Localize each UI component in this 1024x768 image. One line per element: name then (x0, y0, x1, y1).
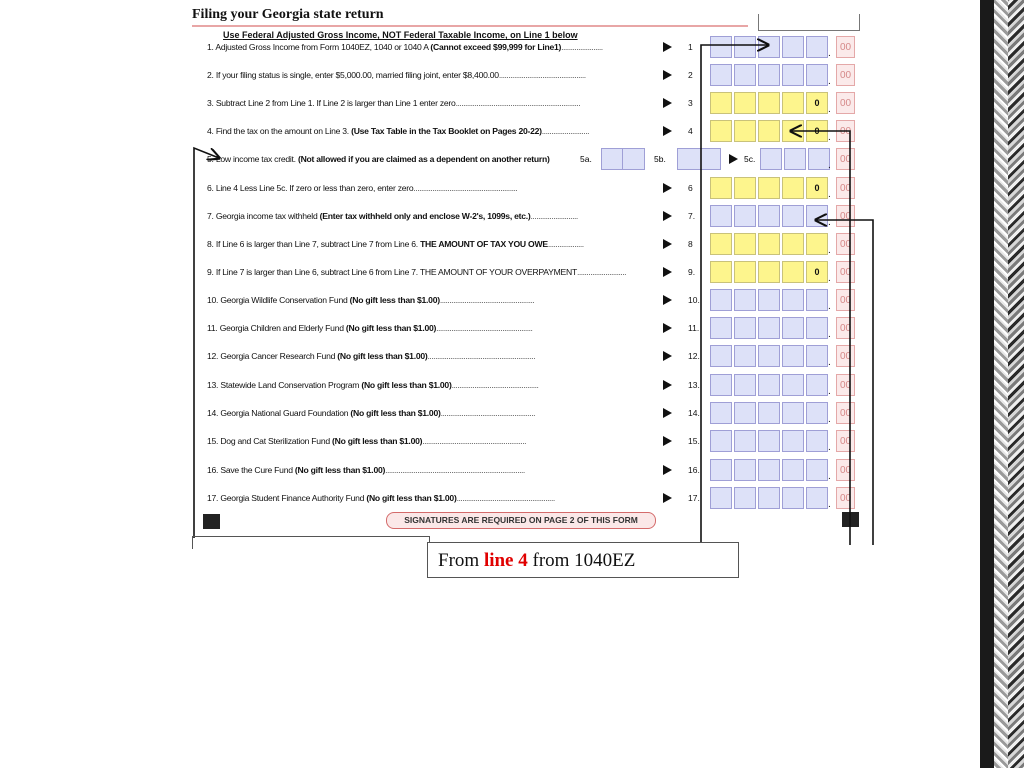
line-description (207, 177, 517, 199)
amount-digit-cell[interactable] (782, 430, 804, 452)
line-number: 13. (207, 380, 219, 390)
line-5a-label: 5a. (580, 154, 592, 164)
callout-highlight: line 4 (483, 550, 528, 571)
line-number: 2. (207, 70, 214, 80)
amount-digit-cell[interactable] (806, 345, 828, 367)
amount-cells (710, 459, 830, 481)
form-line-16 (188, 459, 878, 481)
amount-digit-cell[interactable] (758, 317, 780, 339)
leader-dots: .................................................. (439, 295, 535, 305)
arrow-marker-icon (663, 380, 672, 390)
amount-digit-cell[interactable] (782, 205, 804, 227)
arrow-marker-icon (663, 408, 672, 418)
line-bold-text: (No gift less than $1.00) (294, 465, 386, 475)
amount-digit-cell[interactable] (758, 205, 780, 227)
decimal-point: . (828, 48, 831, 59)
amount-cells (710, 289, 830, 311)
line-description (207, 289, 534, 311)
line-text: If Line 6 is larger than Line 7, subtract Line 7 from Line 6. (215, 239, 421, 249)
line-text: Find the tax on the amount on Line 3. (215, 126, 352, 136)
form-line-3 (188, 92, 878, 114)
decimal-point: . (828, 499, 831, 510)
cents-field: 00 (836, 233, 855, 255)
callout-suffix: from 1040EZ (527, 550, 636, 571)
amount-digit-cell[interactable] (806, 459, 828, 481)
line-text: Georgia Children and Elderly Fund (219, 323, 346, 333)
line-number-box-label: 15. (688, 436, 700, 446)
amount-digit-cell[interactable] (734, 64, 756, 86)
cents-field: 00 (836, 64, 855, 86)
amount-digit-cell[interactable] (710, 36, 732, 58)
amount-digit-cell[interactable] (734, 177, 756, 199)
amount-digit-cell[interactable] (734, 36, 756, 58)
amount-digit-cell[interactable] (734, 402, 756, 424)
line-description (207, 374, 538, 396)
amount-digit-cell[interactable] (806, 374, 828, 396)
decimal-point: . (828, 132, 831, 143)
amount-cells (710, 177, 830, 199)
amount-digit-cell[interactable] (710, 317, 732, 339)
line-description (207, 148, 550, 170)
amount-digit-cell[interactable] (806, 317, 828, 339)
amount-digit-cell[interactable] (758, 289, 780, 311)
amount-digit-cell[interactable] (734, 261, 756, 283)
line-text: Line 4 Less Line 5c. If zero or less than zero, enter zero (215, 183, 414, 193)
line-number: 16. (207, 465, 219, 475)
amount-digit-cell[interactable] (806, 402, 828, 424)
form-title: Filing your Georgia state return (192, 7, 384, 22)
amount-digit-cell[interactable] (710, 487, 732, 509)
amount-cells (710, 120, 830, 142)
corner-marker-left (203, 514, 220, 529)
cents-field: 00 (836, 120, 855, 142)
amount-digit-cell[interactable] (808, 148, 830, 170)
decimal-point: . (828, 414, 831, 425)
line-number: 3. (207, 98, 214, 108)
cents-field: 00 (836, 487, 855, 509)
amount-digit-cell[interactable] (734, 459, 756, 481)
line-number-box-label: 17. (688, 493, 700, 503)
amount-digit-cell[interactable] (758, 261, 780, 283)
decimal-point: . (828, 217, 831, 228)
amount-digit-cell[interactable] (710, 205, 732, 227)
arrow-marker-icon (663, 493, 672, 503)
cents-field: 00 (836, 345, 855, 367)
line-number-box-label: 16. (688, 465, 700, 475)
amount-digit-cell[interactable] (782, 345, 804, 367)
leader-dots: ................... (547, 239, 584, 249)
amount-digit-cell[interactable] (734, 120, 756, 142)
arrow-marker-icon (663, 351, 672, 361)
arrow-marker-icon (663, 42, 672, 52)
line-text: Georgia income tax withheld (215, 211, 320, 221)
amount-digit-cell[interactable] (806, 487, 828, 509)
amount-digit-cell[interactable] (758, 430, 780, 452)
amount-digit-cell[interactable] (710, 402, 732, 424)
decimal-point: . (828, 189, 831, 200)
decimal-point: . (828, 104, 831, 115)
cents-field: 00 (836, 261, 855, 283)
decimal-point: . (828, 301, 831, 312)
amount-digit-cell[interactable] (782, 92, 804, 114)
line-text: Save the Cure Fund (220, 465, 295, 475)
amount-digit-cell[interactable] (806, 205, 828, 227)
line-text: Georgia Cancer Research Fund (220, 351, 338, 361)
line-number: 8. (207, 239, 214, 249)
line-description (207, 317, 532, 339)
amount-digit-cell[interactable] (734, 345, 756, 367)
form-line-1 (188, 36, 878, 58)
amount-digit-cell[interactable] (710, 233, 732, 255)
amount-digit-cell[interactable] (710, 430, 732, 452)
line-bold-text: (No gift less than $1.00) (350, 408, 441, 418)
cents-field: 00 (836, 177, 855, 199)
line-number-box-label: 8 (688, 239, 693, 249)
line-bold-text: (Enter tax withheld only and enclose W-2's, 1099s, etc.) (319, 211, 531, 221)
amount-cells (710, 261, 830, 283)
line-number-box-label: 13. (688, 380, 700, 390)
amount-digit-cell[interactable] (782, 36, 804, 58)
line-bold-text: (No gift less than $1.00) (345, 323, 437, 333)
cents-field: 00 (836, 374, 855, 396)
leader-dots: .................................................................. (455, 98, 581, 108)
amount-digit-cell[interactable] (758, 345, 780, 367)
amount-digit-cell[interactable] (734, 487, 756, 509)
amount-digit-cell[interactable] (782, 64, 804, 86)
line-description (207, 205, 578, 227)
leader-dots: ......................................................... (427, 351, 536, 361)
amount-digit-cell[interactable] (758, 64, 780, 86)
arrow-marker-icon (663, 70, 672, 80)
line-number: 6. (207, 183, 214, 193)
amount-digit-cell[interactable] (758, 459, 780, 481)
amount-digit-cell[interactable] (806, 233, 828, 255)
line-number: 1. (207, 42, 214, 52)
line-text: Subtract Line 2 from Line 1. If Line 2 is larger than Line 1 enter zero (215, 98, 456, 108)
line-text: Low income tax credit. (215, 154, 298, 164)
top-box (758, 14, 860, 31)
line-description (207, 64, 586, 86)
cents-field: 00 (836, 430, 855, 452)
amount-cells (710, 92, 830, 114)
amount-digit-cell[interactable]: 0 (806, 120, 828, 142)
signature-banner: SIGNATURES ARE REQUIRED ON PAGE 2 OF THIS FORM (386, 512, 656, 529)
line-number-box-label: 3 (688, 98, 693, 108)
line-number-box-label: 4 (688, 126, 693, 136)
leader-dots: ...................... (561, 42, 603, 52)
amount-digit-cell[interactable] (782, 487, 804, 509)
cents-field: 00 (836, 36, 855, 58)
line-description (207, 120, 589, 142)
line-description (207, 402, 535, 424)
decimal-point: . (828, 357, 831, 368)
form-line-4 (188, 120, 878, 142)
arrow-marker-icon (729, 154, 738, 164)
amount-digit-cell[interactable] (758, 177, 780, 199)
form-line-15 (188, 430, 878, 452)
amount-cells (710, 487, 830, 509)
bottom-left-box (192, 536, 430, 549)
line-description (207, 233, 584, 255)
amount-cells (710, 233, 830, 255)
form-line-17 (188, 487, 878, 509)
line-text: If your filing status is single, enter $5,000.00, married filing joint, enter $8,400.00 (215, 70, 499, 80)
cents-field: 00 (836, 317, 855, 339)
line-number-box-label: 9. (688, 267, 696, 277)
line-number-box-label: 11. (688, 323, 700, 333)
amount-digit-cell[interactable] (710, 289, 732, 311)
line-description (207, 487, 555, 509)
amount-digit-cell[interactable]: 0 (806, 261, 828, 283)
amount-cells (710, 374, 830, 396)
amount-digit-cell[interactable] (782, 374, 804, 396)
form-line-10 (188, 289, 878, 311)
decimal-point: . (828, 471, 831, 482)
line-number: 15. (207, 436, 219, 446)
amount-cells (710, 317, 830, 339)
arrow-marker-icon (663, 267, 672, 277)
leader-dots: ......................... (541, 126, 589, 136)
line-number-box-label: 12. (688, 351, 700, 361)
line-description (207, 430, 526, 452)
corner-marker-right (842, 512, 859, 527)
amount-digit-cell[interactable] (758, 120, 780, 142)
form-line-11 (188, 317, 878, 339)
leader-dots: ....................................................... (422, 436, 527, 446)
amount-digit-cell[interactable] (782, 459, 804, 481)
form-line-6 (188, 177, 878, 199)
line-text: Georgia National Guard Foundation (220, 408, 351, 418)
amount-digit-cell[interactable] (758, 92, 780, 114)
line-bold-text: (No gift less than $1.00) (366, 493, 457, 503)
line-number: 5. (207, 154, 214, 164)
line-number-box-label: 14. (688, 408, 700, 418)
line-bold-text: (No gift less than $1.00) (332, 436, 423, 446)
form-line-7 (188, 205, 878, 227)
arrow-marker-icon (663, 323, 672, 333)
line-number: 11. (207, 323, 218, 333)
amount-cells (710, 64, 830, 86)
leader-dots: ......................... (530, 211, 578, 221)
leader-dots: .................................................. (440, 408, 535, 418)
amount-digit-cell[interactable] (782, 289, 804, 311)
arrow-marker-icon (663, 211, 672, 221)
line-number: 9. (207, 267, 214, 277)
arrow-marker-icon (663, 295, 672, 305)
callout-prefix: From (438, 550, 484, 571)
arrow-marker-icon (663, 465, 672, 475)
amount-digit-cell[interactable] (782, 233, 804, 255)
amount-digit-cell[interactable] (782, 402, 804, 424)
amount-digit-cell[interactable] (710, 120, 732, 142)
cents-field: 00 (836, 205, 855, 227)
line-bold-text: (Not allowed if you are claimed as a dependent on another return) (297, 154, 550, 164)
line-description (207, 92, 580, 114)
amount-cells (760, 148, 832, 170)
amount-digit-cell[interactable] (758, 402, 780, 424)
amount-digit-cell[interactable] (734, 233, 756, 255)
arrow-marker-icon (663, 126, 672, 136)
leader-dots: .................................................... (456, 493, 555, 503)
line-5b-field[interactable] (677, 148, 721, 170)
callout-box (427, 542, 739, 578)
arrow-marker-icon (663, 436, 672, 446)
amount-digit-cell[interactable] (710, 64, 732, 86)
line-description (207, 261, 626, 283)
amount-digit-cell[interactable] (734, 374, 756, 396)
form-line-12 (188, 345, 878, 367)
line-5a-field[interactable] (601, 148, 645, 170)
title-rule (192, 25, 748, 27)
line-text: Georgia Wildlife Conservation Fund (220, 295, 350, 305)
amount-digit-cell[interactable] (734, 317, 756, 339)
arrow-marker-icon (663, 98, 672, 108)
leader-dots: ....................................................... (413, 183, 518, 193)
line-bold-text: (No gift less than $1.00) (337, 351, 428, 361)
line-description (207, 345, 535, 367)
line-description (207, 459, 525, 481)
decimal-point: . (828, 245, 831, 256)
cents-field: 00 (836, 459, 855, 481)
amount-cells (710, 430, 830, 452)
leader-dots: .......................... (576, 267, 627, 277)
leader-dots: .............................................. (498, 70, 586, 80)
georgia-tax-form (188, 0, 878, 545)
amount-digit-cell[interactable] (806, 289, 828, 311)
amount-cells (710, 402, 830, 424)
form-subtitle: Use Federal Adjusted Gross Income, NOT Federal Taxable Income, on Line 1 below (223, 30, 578, 40)
line-bold-text: (No gift less than $1.00) (349, 295, 440, 305)
line-number-box-label: 10. (688, 295, 700, 305)
line-bold-text: (Cannot exceed $99,999 for Line1) (430, 42, 562, 52)
decimal-point: . (828, 442, 831, 453)
line-bold-text: THE AMOUNT OF TAX YOU OWE (420, 239, 548, 249)
amount-digit-cell[interactable] (710, 459, 732, 481)
line-number: 7. (207, 211, 214, 221)
amount-cells (710, 345, 830, 367)
slide-decorative-edge (980, 0, 1024, 768)
line-text: Dog and Cat Sterilization Fund (220, 436, 333, 446)
leader-dots: ................................................... (436, 323, 533, 333)
amount-digit-cell[interactable] (734, 289, 756, 311)
line-number: 14. (207, 408, 219, 418)
decimal-point: . (828, 273, 831, 284)
amount-cells (710, 205, 830, 227)
line-text: Adjusted Gross Income from Form 1040EZ, 1040 or 1040 A (215, 42, 431, 52)
line-number: 12. (207, 351, 219, 361)
leader-dots: .............................................. (451, 380, 539, 390)
line-bold-text: (Use Tax Table in the Tax Booklet on Pages 20-22) (351, 126, 542, 136)
amount-digit-cell[interactable] (758, 233, 780, 255)
amount-digit-cell[interactable]: 0 (806, 177, 828, 199)
cents-field: 00 (836, 92, 855, 114)
line-bold-text: (No gift less than $1.00) (361, 380, 452, 390)
cents-field: 00 (836, 402, 855, 424)
form-line-5 (188, 148, 878, 170)
line-number-box-label: 1 (688, 42, 693, 52)
form-line-9 (188, 261, 878, 283)
amount-digit-cell[interactable] (782, 177, 804, 199)
line-number-box-label: 2 (688, 70, 693, 80)
amount-digit-cell[interactable]: 0 (806, 92, 828, 114)
cents-field: 00 (836, 148, 855, 170)
amount-digit-cell[interactable] (806, 36, 828, 58)
amount-digit-cell[interactable] (734, 205, 756, 227)
amount-digit-cell[interactable] (710, 261, 732, 283)
amount-digit-cell[interactable] (758, 36, 780, 58)
amount-digit-cell[interactable] (758, 374, 780, 396)
decimal-point: . (828, 386, 831, 397)
amount-digit-cell[interactable] (806, 64, 828, 86)
amount-digit-cell[interactable] (734, 430, 756, 452)
amount-digit-cell[interactable] (782, 317, 804, 339)
form-line-8 (188, 233, 878, 255)
line-description (207, 36, 603, 58)
decimal-point: . (828, 329, 831, 340)
amount-digit-cell[interactable] (710, 345, 732, 367)
line-number-box-label: 6 (688, 183, 693, 193)
line-text: If Line 7 is larger than Line 6, subtract Line 6 from Line 7. THE AMOUNT OF YOUR OVERPAYMENT (215, 267, 577, 277)
amount-digit-cell[interactable] (710, 177, 732, 199)
line-number-box-label: 7. (688, 211, 696, 221)
line-number: 17. (207, 493, 219, 503)
leader-dots: .......................................................................... (385, 465, 525, 475)
arrow-marker-icon (663, 183, 672, 193)
amount-digit-cell[interactable] (806, 430, 828, 452)
amount-digit-cell[interactable] (760, 148, 782, 170)
amount-digit-cell[interactable] (734, 92, 756, 114)
line-text: Georgia Student Finance Authority Fund (220, 493, 367, 503)
line-5a-divider (622, 148, 623, 170)
amount-digit-cell[interactable] (710, 92, 732, 114)
form-line-2 (188, 64, 878, 86)
line-number: 4. (207, 126, 214, 136)
line-text: Statewide Land Conservation Program (220, 380, 362, 390)
cents-field: 00 (836, 289, 855, 311)
form-line-14 (188, 402, 878, 424)
amount-digit-cell[interactable] (782, 120, 804, 142)
amount-digit-cell[interactable] (784, 148, 806, 170)
decimal-point: . (828, 76, 831, 87)
form-line-13 (188, 374, 878, 396)
arrow-marker-icon (663, 239, 672, 249)
amount-digit-cell[interactable] (758, 487, 780, 509)
decimal-point: . (828, 160, 831, 171)
amount-digit-cell[interactable] (782, 261, 804, 283)
amount-digit-cell[interactable] (710, 374, 732, 396)
line-number: 10. (207, 295, 219, 305)
line-5b-label: 5b. (654, 154, 666, 164)
amount-cells (710, 36, 830, 58)
line-number-box-label: 5c. (744, 154, 756, 164)
